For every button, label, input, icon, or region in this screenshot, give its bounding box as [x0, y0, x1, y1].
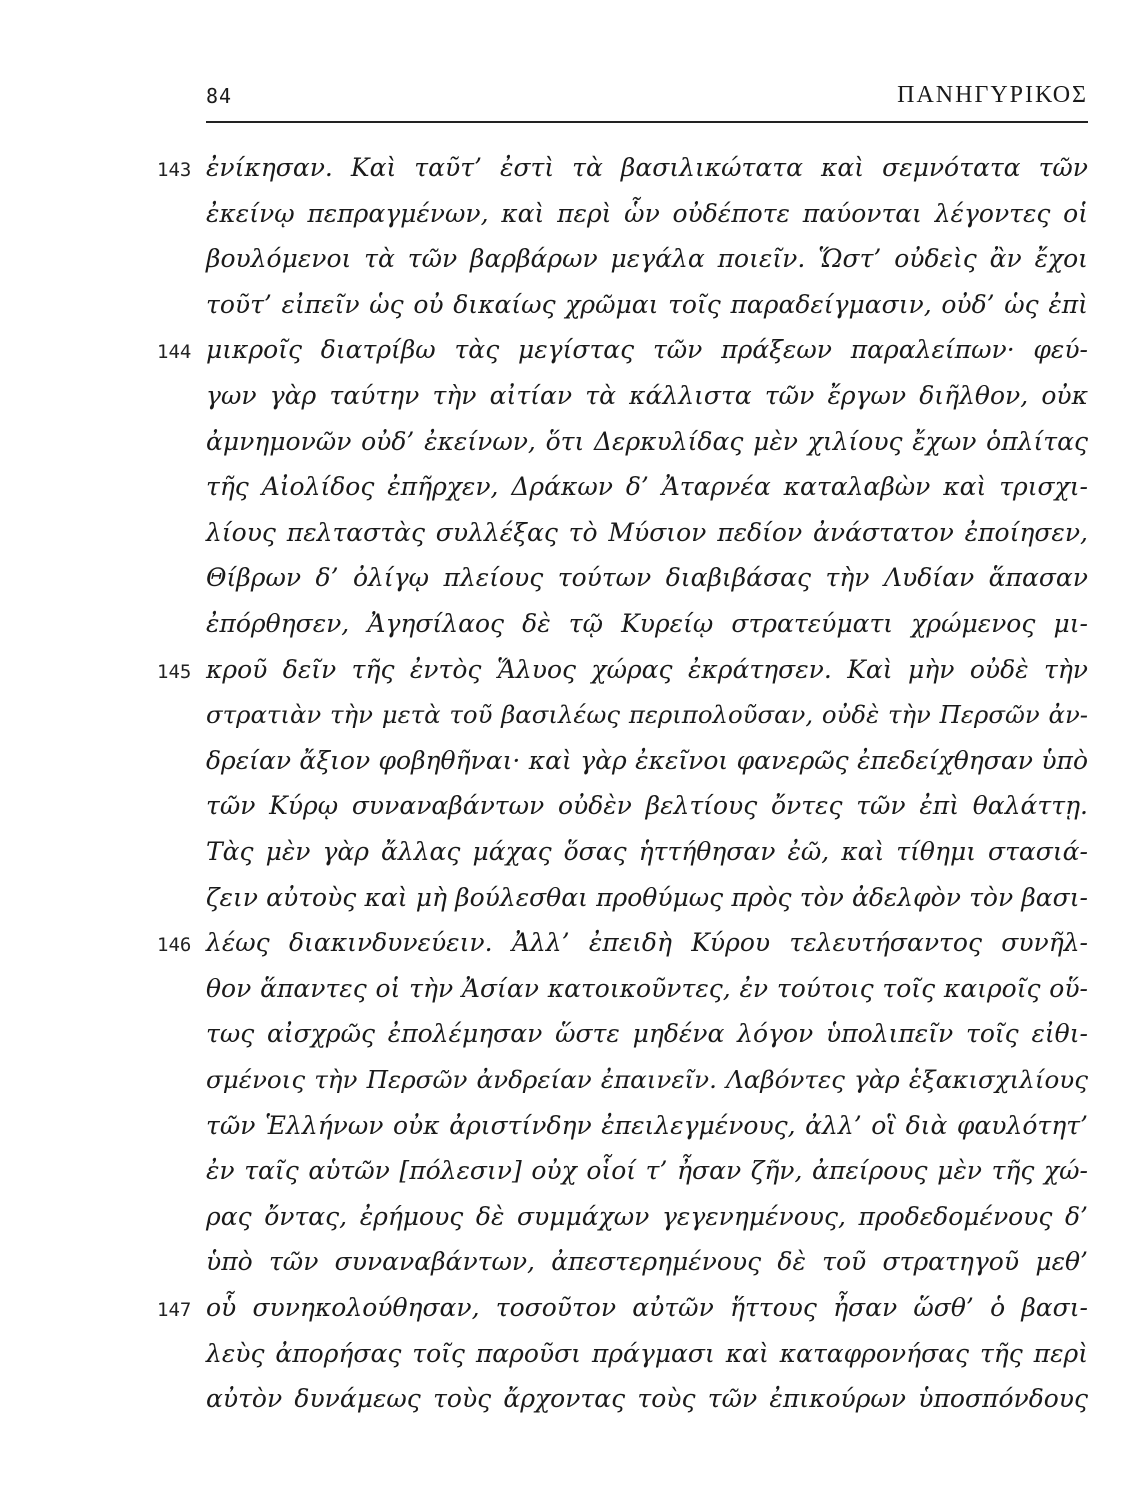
text-line: τῆς Αἰολίδος ἐπῆρχεν, Δράκων δ’ Ἀταρνέα καταλαβὼν καὶ τρισχι- [206, 472, 1088, 502]
text-line: ἐν ταῖς αὑτῶν [πόλεσιν] οὐχ οἷοί τ’ ἦσαν ζῆν, ἀπείρους μὲν τῆς χώ- [206, 1156, 1088, 1186]
text-line: λέως διακινδυνεύειν. Ἀλλ’ ἐπειδὴ Κύρου τελευτήσαντος συνῆλ- [206, 928, 1088, 958]
text-line: ἐκείνῳ πεπραγμένων, καὶ περὶ ὧν οὐδέποτε παύονται λέγοντες οἱ [206, 198, 1088, 228]
text-line: οὗ συνηκολούθησαν, τοσοῦτον αὐτῶν ἥττους ἦσαν ὥσθ’ ὁ βασι- [206, 1293, 1088, 1322]
text-line: μικροῖς διατρίβω τὰς μεγίστας τῶν πράξεων παραλείπων· φεύ- [206, 335, 1088, 365]
header-rule [206, 121, 1088, 123]
text-line: σμένοις τὴν Περσῶν ἀνδρείαν ἐπαινεῖν. Λαβόντες γὰρ ἑξακισχιλίους [206, 1065, 1088, 1094]
running-title: ΠΑΝΗΓΥΡΙΚΟΣ [897, 82, 1088, 108]
section-number: 146 [157, 934, 192, 957]
text-line: ρας ὄντας, ἐρήμους δὲ συμμάχων γεγενημένους, προδεδομένους δ’ [206, 1201, 1088, 1231]
text-line: τῶν Ἑλλήνων οὐκ ἀριστίνδην ἐπειλεγμένους, ἀλλ’ οἳ διὰ φαυλότητ’ [206, 1110, 1088, 1140]
section-number: 143 [157, 159, 192, 181]
text-line: τοῦτ’ εἰπεῖν ὡς οὐ δικαίως χρῶμαι τοῖς παραδείγμασιν, οὐδ’ ὡς ἐπὶ [206, 289, 1088, 319]
page-header [206, 80, 1088, 120]
text-line: στρατιὰν τὴν μετὰ τοῦ βασιλέως περιπολοῦσαν, οὐδὲ τὴν Περσῶν ἀν- [206, 700, 1088, 730]
text-line: ἀμνημονῶν οὐδ’ ἐκείνων, ὅτι Δερκυλίδας μὲν χιλίους ἔχων ὁπλίτας [206, 426, 1088, 456]
section-number: 144 [157, 341, 192, 364]
text-line: κροῦ δεῖν τῆς ἐντὸς Ἅλυος χώρας ἐκράτησεν. Καὶ μὴν οὐδὲ τὴν [206, 654, 1088, 684]
text-line: βουλόμενοι τὰ τῶν βαρβάρων μεγάλα ποιεῖν. Ὥστ’ οὐδεὶς ἂν ἔχοι [206, 244, 1088, 274]
text-line: Θίβρων δ’ ὀλίγῳ πλείους τούτων διαβιβάσας τὴν Λυδίαν ἅπασαν [206, 563, 1088, 593]
text-line: λεὺς ἀπορήσας τοῖς παροῦσι πράγμασι καὶ καταφρονήσας τῆς περὶ [206, 1338, 1088, 1368]
text-line: θον ἅπαντες οἱ τὴν Ἀσίαν κατοικοῦντες, ἐν τούτοις τοῖς καιροῖς οὕ- [206, 973, 1088, 1003]
text-line: αὐτὸν δυνάμεως τοὺς ἄρχοντας τοὺς τῶν ἐπικούρων ὑποσπόνδους [206, 1384, 1088, 1414]
page-number: 84 [206, 84, 233, 108]
text-line: λίους πελταστὰς συλλέξας τὸ Μύσιον πεδίον ἀνάστατον ἐποίησεν, [206, 517, 1088, 547]
text-line: τῶν Κύρῳ συναναβάντων οὐδὲν βελτίους ὄντες τῶν ἐπὶ θαλάττῃ. [206, 791, 1088, 821]
text-line: γων γὰρ ταύτην τὴν αἰτίαν τὰ κάλλιστα τῶν ἔργων διῆλθον, οὐκ [206, 381, 1088, 410]
text-line: ἐπόρθησεν, Ἀγησίλαος δὲ τῷ Κυρείῳ στρατεύματι χρώμενος μι- [206, 609, 1088, 638]
text-line: τως αἰσχρῶς ἐπολέμησαν ὥστε μηδένα λόγον ὑπολιπεῖν τοῖς εἰθι- [206, 1019, 1088, 1049]
section-number: 147 [157, 1299, 192, 1321]
text-line: ὑπὸ τῶν συναναβάντων, ἀπεστερημένους δὲ τοῦ στρατηγοῦ μεθ’ [206, 1247, 1088, 1277]
text-line: ζειν αὐτοὺς καὶ μὴ βούλεσθαι προθύμως πρὸς τὸν ἀδελφὸν τὸν βασι- [206, 882, 1088, 912]
text-line: Τὰς μὲν γὰρ ἄλλας μάχας ὅσας ἡττήθησαν ἐῶ, καὶ τίθημι στασιά- [206, 837, 1088, 866]
text-line: δρείαν ἄξιον φοβηθῆναι· καὶ γὰρ ἐκεῖνοι φανερῶς ἐπεδείχθησαν ὑπὸ [206, 745, 1088, 775]
section-number: 145 [157, 660, 192, 683]
text-line: ἐνίκησαν. Καὶ ταῦτ’ ἐστὶ τὰ βασιλικώτατα καὶ σεμνότατα τῶν [206, 153, 1088, 182]
